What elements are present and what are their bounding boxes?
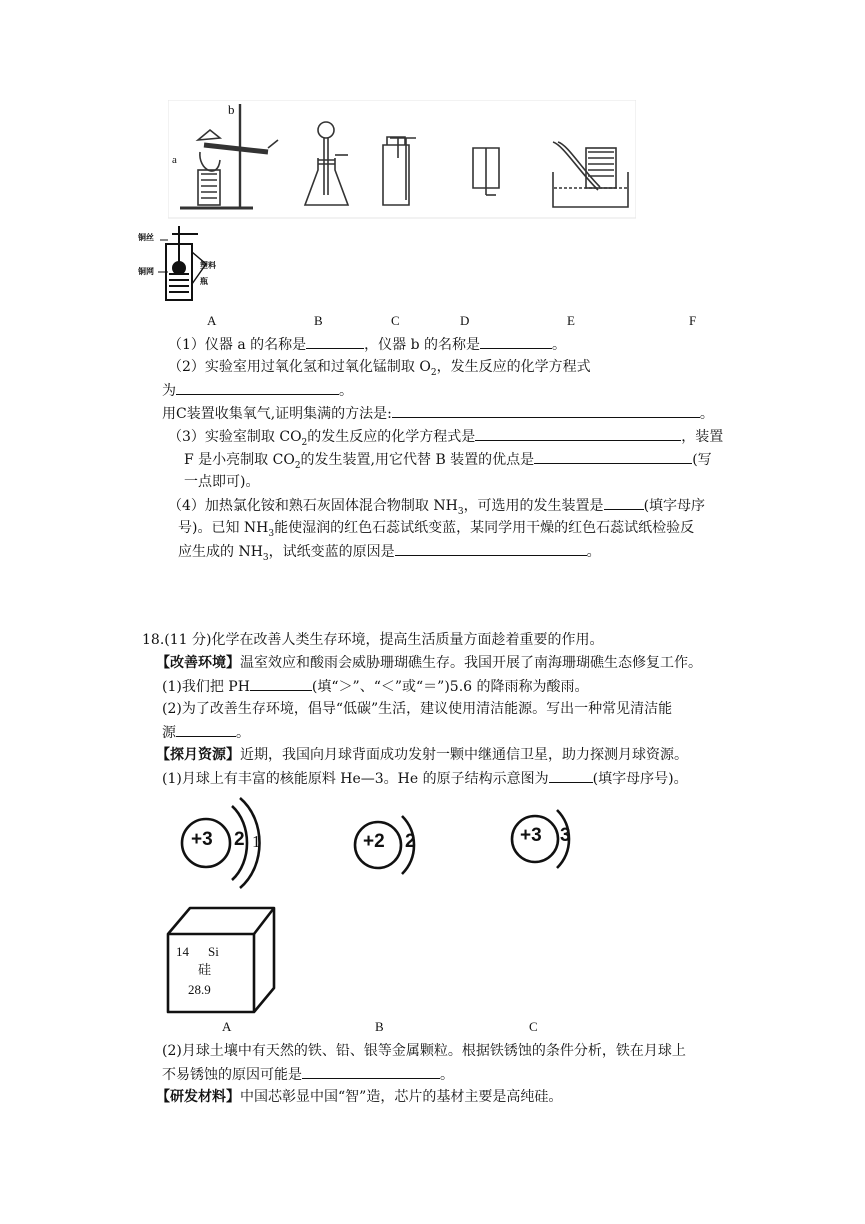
apparatus-label-f: F xyxy=(689,313,697,328)
apparatus-label-b: B xyxy=(314,313,323,328)
apparatus-figure xyxy=(168,100,636,220)
atom-b-nucleus: +2 xyxy=(363,831,385,852)
answer-blank[interactable] xyxy=(549,768,593,783)
q17-part4-line1: （4）加热氯化铵和熟石灰固体混合物制取 $NH_3$，可选用的发生装置是 (填字母序 xyxy=(168,495,705,522)
atom-diagram-b xyxy=(350,810,430,880)
answer-blank[interactable] xyxy=(306,334,364,349)
option-label-c: C xyxy=(529,1019,538,1034)
apparatus-label-a: A xyxy=(207,313,217,328)
atom-diagram-c-drawing xyxy=(505,804,585,874)
q17-part2-line1: （2）实验室用过氧化氢和过氧化锰制取 $O_2$，发生反应的化学方程式 xyxy=(168,359,591,378)
atom-b-shell1: 2 xyxy=(405,831,416,852)
section-head: 【探月资源】 xyxy=(156,747,240,763)
option-label-a: A xyxy=(222,1019,232,1034)
q18-moon-q1: (1)月球上有丰富的核能原料 He—3。He 的原子结构示意图为 (填字母序号)。 xyxy=(162,768,688,789)
q18-env-q2-line1: (2)为了改善生存环境，倡导“低碳”生活，建议使用清洁能源。写出一种常见清洁能 xyxy=(162,701,673,717)
atom-diagram-c xyxy=(505,804,585,874)
element-card-name: 硅 xyxy=(198,962,212,977)
q18-moon-line: 【探月资源】近期，我国向月球背面成功发射一颗中继通信卫星，助力探测月球资源。 xyxy=(156,747,688,763)
q17-part3-line1: （3）实验室制取 $CO_2$的发生反应的化学方程式是 ，装置 xyxy=(168,426,723,453)
option-label-b: B xyxy=(375,1019,384,1034)
q17-part2-line2: 为 。 xyxy=(162,380,353,401)
answer-blank[interactable] xyxy=(176,722,236,737)
atom-c-nucleus: +3 xyxy=(520,825,542,846)
atom-diagram-a xyxy=(174,796,284,892)
q18-moon-q2-line2: 不易锈蚀的原因可能是 。 xyxy=(162,1064,454,1085)
element-card-symbol: Si xyxy=(208,944,219,959)
section-head: 【研发材料】 xyxy=(156,1089,240,1105)
apparatus-f-figure xyxy=(138,222,218,306)
answer-blank[interactable] xyxy=(250,676,312,691)
element-card-number: 14 xyxy=(176,944,189,959)
q17-part4-line2: 号)。已知 $NH_3$能使湿润的红色石蕊试纸变蓝，某同学用干燥的红色石蕊试纸检验反 xyxy=(178,520,695,539)
section-head: 【改善环境】 xyxy=(156,655,240,671)
apparatus-f-label-plastic-bottle: 塑料瓶 xyxy=(200,261,216,286)
q18-material-line: 【研发材料】中国芯彰显中国“智”造，芯片的基材主要是高纯硅。 xyxy=(156,1089,563,1105)
apparatus-f-label-copper-wire: 铜丝 xyxy=(138,233,154,242)
element-card xyxy=(164,904,278,1014)
answer-blank[interactable] xyxy=(534,449,692,464)
atom-a-shell2: 1 xyxy=(252,832,261,851)
q17-part1: （1）仪器 a 的名称是 ，仪器 b 的名称是 。 xyxy=(168,334,566,355)
q18-moon-q2-line1: (2)月球土壤中有天然的铁、铅、银等金属颗粒。根据铁锈蚀的条件分析，铁在月球上 xyxy=(162,1043,686,1059)
q17-part4-line3: 应生成的 $NH_3$，试纸变蓝的原因是 。 xyxy=(178,541,601,568)
q17-part2-line3: 用C装置收集氧气,证明集满的方法是: 。 xyxy=(162,403,714,424)
answer-blank[interactable] xyxy=(302,1064,440,1079)
apparatus-f-label-copper-mesh: 铜网 xyxy=(138,267,154,276)
answer-blank[interactable] xyxy=(392,403,700,418)
atom-diagram-b-drawing xyxy=(350,810,430,880)
q18-title: 18.(11 分)化学在改善人类生存环境，提高生活质量方面趁着重要的作用。 xyxy=(142,632,604,648)
apparatus-drawing xyxy=(168,100,636,220)
q18-env-q1: (1)我们把 PH (填“＞”、“＜”或“＝”)5.6 的降雨称为酸雨。 xyxy=(162,676,589,697)
answer-blank[interactable] xyxy=(480,334,552,349)
apparatus-label-c: C xyxy=(391,313,400,328)
atom-a-nucleus: +3 xyxy=(191,829,213,850)
answer-blank[interactable] xyxy=(395,541,587,556)
q17-part3-line2: F 是小亮制取 $CO_2$的发生装置,用它代替 B 装置的优点是 (写 xyxy=(184,449,712,476)
answer-blank[interactable] xyxy=(604,495,644,510)
apparatus-label-e: E xyxy=(567,313,575,328)
apparatus-label-d: D xyxy=(460,313,470,328)
answer-blank[interactable] xyxy=(475,426,681,441)
element-card-mass: 28.9 xyxy=(188,982,211,997)
atom-a-shell1: 2 xyxy=(234,829,245,850)
q18-env-line: 【改善环境】温室效应和酸雨会威胁珊瑚礁生存。我国开展了南海珊瑚礁生态修复工作。 xyxy=(156,655,702,671)
answer-blank[interactable] xyxy=(176,380,339,395)
atom-c-shell1: 3 xyxy=(560,825,571,846)
q18-env-q2-line2: 源 。 xyxy=(162,722,250,743)
q17-part3-line3: 一点即可)。 xyxy=(184,474,260,490)
apparatus-marker-b: b xyxy=(228,102,235,117)
apparatus-marker-a: a xyxy=(172,154,177,166)
